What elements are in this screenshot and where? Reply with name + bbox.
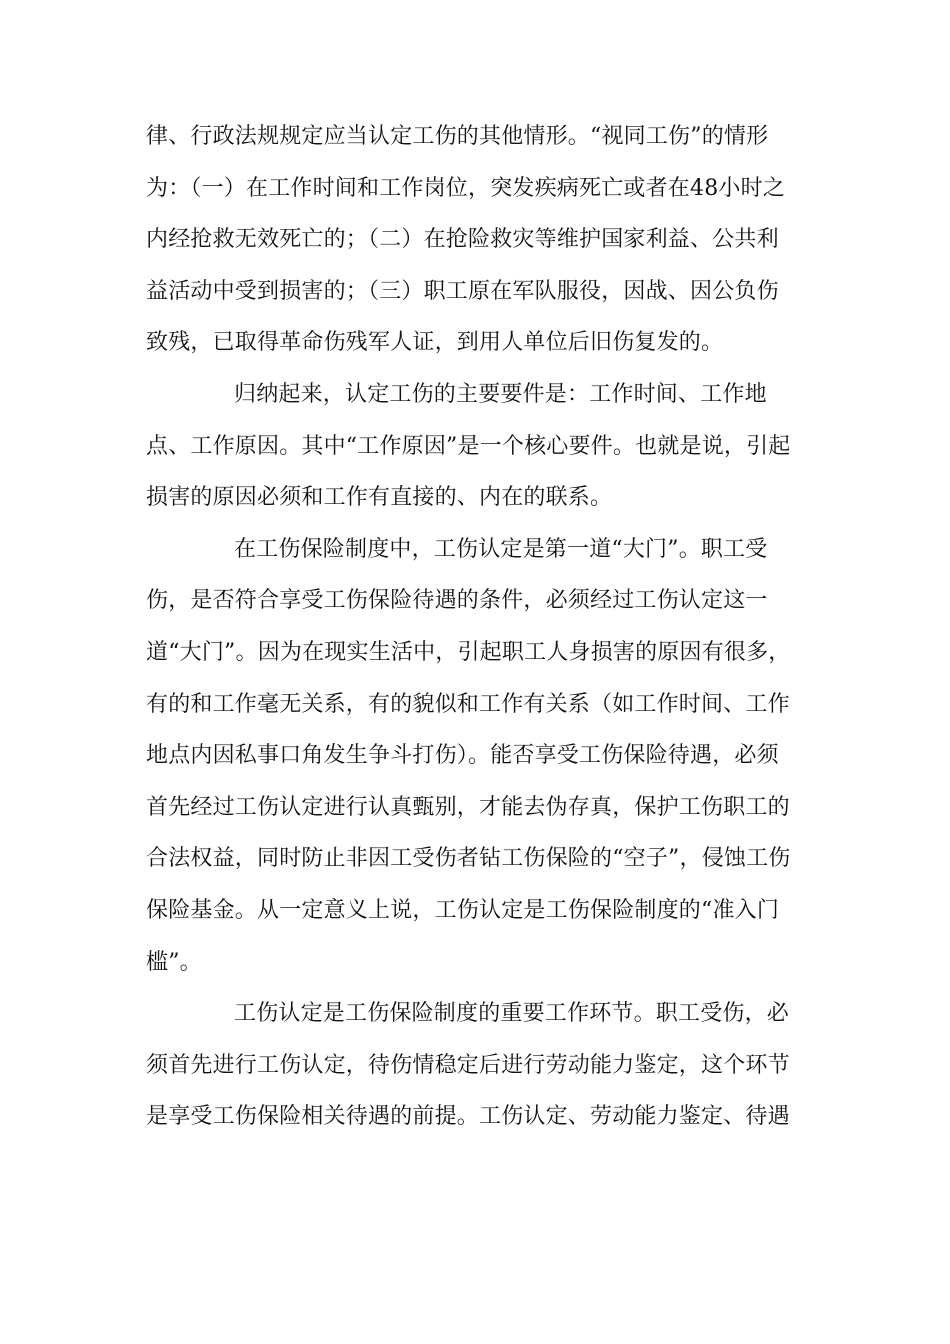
text-line: 律、行政法规规定应当认定工伤的其他情形。“视同工伤”的情形 <box>146 124 769 149</box>
text-line: 合法权益，同时防止非因工受伤者钻工伤保险的“空子”，侵蚀工伤 <box>146 846 791 872</box>
text-line: 为：（一）在工作时间和工作岗位，突发疾病死亡或者在48小时之 <box>146 175 785 201</box>
text-line: 有的和工作毫无关系，有的貌似和工作有关系（如工作时间、工作 <box>146 691 790 717</box>
text-line: 须首先进行工伤认定，待伤情稳定后进行劳动能力鉴定，这个环节 <box>146 1052 790 1078</box>
text-line: 保险基金。从一定意义上说，工伤认定是工伤保险制度的“准入门 <box>146 897 780 923</box>
paragraph-first-line: 工伤认定是工伤保险制度的重要工作环节。职工受伤，必 <box>234 1001 790 1027</box>
text-line: 益活动中受到损害的；（三）职工原在军队服役，因战、因公负伤 <box>146 278 779 304</box>
text-line: 槛”。 <box>146 949 202 975</box>
text-line: 首先经过工伤认定进行认真甄别，才能去伪存真，保护工伤职工的 <box>146 794 790 820</box>
text-line: 地点内因私事口角发生争斗打伤）。能否享受工伤保险待遇，必须 <box>146 743 779 769</box>
text-line: 道“大门”。因为在现实生活中，引起职工人身损害的原因有很多， <box>146 639 791 665</box>
paragraph-first-line: 归纳起来，认定工伤的主要要件是：工作时间、工作地 <box>234 381 767 407</box>
text-line: 是享受工伤保险相关待遇的前提。工伤认定、劳动能力鉴定、待遇 <box>146 1104 790 1130</box>
text-line: 伤，是否符合享受工伤保险待遇的条件，必须经过工伤认定这一 <box>146 588 768 614</box>
text-line: 致残，已取得革命伤残军人证，到用人单位后旧伤复发的。 <box>146 330 724 356</box>
text-line: 点、工作原因。其中“工作原因”是一个核心要件。也就是说，引起 <box>146 433 791 459</box>
text-line: 损害的原因必须和工作有直接的、内在的联系。 <box>146 485 613 511</box>
paragraph-first-line: 在工伤保险制度中，工伤认定是第一道“大门”。职工受 <box>234 536 768 562</box>
text-line: 内经抢救无效死亡的；（二）在抢险救灾等维护国家利益、公共利 <box>146 227 779 253</box>
body-text <box>146 111 806 1143</box>
